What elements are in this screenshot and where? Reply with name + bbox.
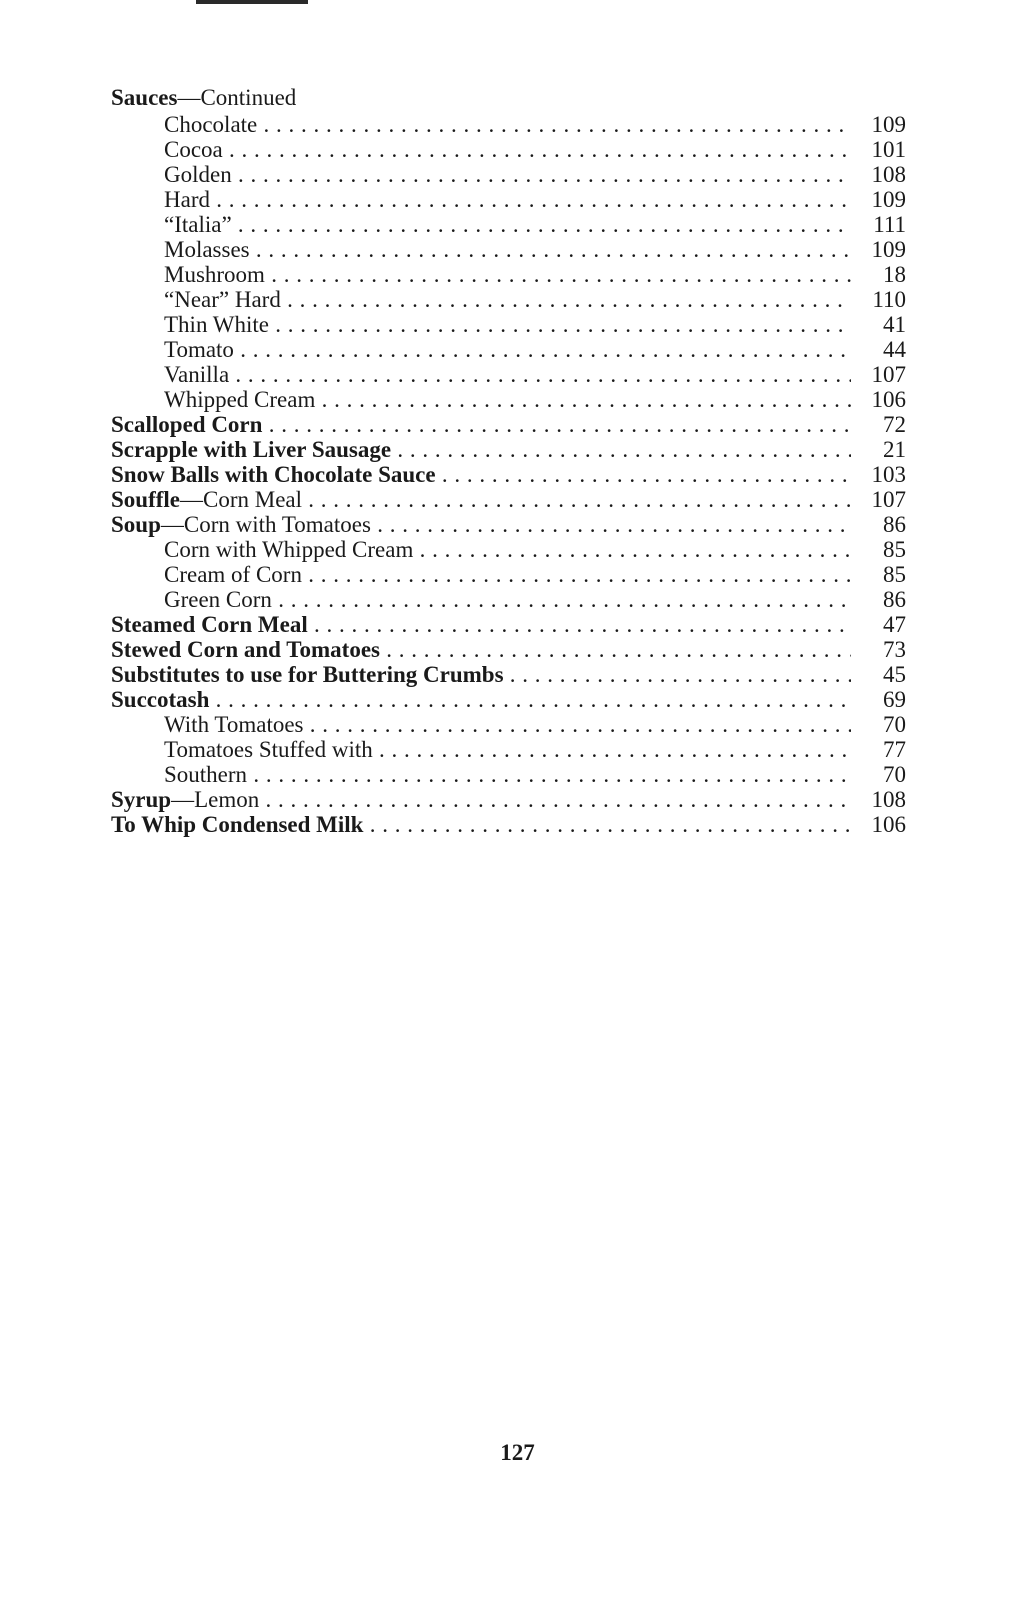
index-subentry: [111, 587, 911, 612]
entry-heading: Scrapple with Liver Sausage: [111, 437, 392, 462]
entry-label: [111, 84, 851, 112]
entry-label: [111, 112, 851, 137]
top-rule: [196, 0, 308, 4]
index-subentry: [111, 712, 911, 737]
entry-page-number: 110: [872, 287, 906, 312]
entry-page-number: 86: [883, 587, 906, 612]
entry-label: [111, 262, 851, 287]
entry-text: —Corn with Tomatoes: [160, 512, 371, 537]
entry-heading: Substitutes to use for Buttering Crumbs: [111, 662, 504, 687]
entry-page-number: 44: [883, 337, 906, 362]
entry-label: [111, 187, 851, 212]
entry-page-number: 107: [871, 487, 906, 512]
entry-text: Tomatoes Stuffed with: [164, 737, 373, 762]
entry-page-number: 47: [883, 612, 906, 637]
index-entry: [111, 612, 911, 637]
entry-heading: Syrup: [111, 787, 172, 812]
index-subentry: [111, 287, 911, 312]
entry-label: [111, 787, 851, 812]
entry-page-number: 103: [871, 462, 906, 487]
entry-text: Cream of Corn: [164, 562, 302, 587]
entry-page-number: 111: [873, 212, 906, 237]
entry-heading: Scalloped Corn: [111, 412, 263, 437]
entry-heading: Snow Balls with Chocolate Sauce: [111, 462, 436, 487]
entry-label: [111, 212, 851, 237]
entry-text: Tomato: [164, 337, 234, 362]
entry-heading: Stewed Corn and Tomatoes: [111, 637, 381, 662]
entry-page-number: 18: [883, 262, 906, 287]
entry-label: [111, 537, 851, 562]
entry-label: [111, 587, 851, 612]
index-subentry: [111, 212, 911, 237]
entry-page-number: 77: [883, 737, 906, 762]
entry-label: [111, 812, 851, 837]
index-subentry: [111, 162, 911, 187]
entry-label: [111, 712, 851, 737]
entry-page-number: 70: [883, 712, 906, 737]
entry-page-number: 85: [883, 562, 906, 587]
index-subentry: [111, 387, 911, 412]
entry-text: Corn with Whipped Cream: [164, 537, 414, 562]
index-subentry: [111, 137, 911, 162]
index-entry: [111, 487, 911, 512]
entry-page-number: 85: [883, 537, 906, 562]
entry-text: Mushroom: [164, 262, 265, 287]
entry-text: —Continued: [177, 85, 297, 110]
index-subentry: [111, 237, 911, 262]
index-subentry: [111, 762, 911, 787]
entry-label: [111, 337, 851, 362]
entry-text: Southern: [164, 762, 248, 787]
entry-page-number: 72: [883, 412, 906, 437]
entry-page-number: 86: [883, 512, 906, 537]
entry-label: [111, 562, 851, 587]
page-number: 127: [500, 1440, 535, 1465]
entry-label: [111, 312, 851, 337]
entry-text: With Tomatoes: [164, 712, 304, 737]
entry-label: [111, 437, 851, 462]
index-entry: [111, 512, 911, 537]
entry-text: Whipped Cream: [164, 387, 316, 412]
entry-page-number: 70: [883, 762, 906, 787]
entry-text: Cocoa: [164, 137, 223, 162]
entry-label: [111, 412, 851, 437]
index-subentry: [111, 362, 911, 387]
entry-page-number: 108: [871, 787, 906, 812]
entry-label: [111, 237, 851, 262]
entry-label: [111, 762, 851, 787]
index-subentry: [111, 337, 911, 362]
entry-label: [111, 162, 851, 187]
index-entry: [111, 787, 911, 812]
entry-page-number: 109: [871, 112, 906, 137]
entry-label: [111, 637, 851, 662]
index-entry: [111, 637, 911, 662]
entry-page-number: 106: [871, 387, 906, 412]
entry-text: —Corn Meal: [180, 487, 303, 512]
index-entry: [111, 462, 911, 487]
entry-text: Thin White: [164, 312, 269, 337]
entry-page-number: 73: [883, 637, 906, 662]
entry-label: [111, 737, 851, 762]
index-subentry: [111, 737, 911, 762]
entry-label: [111, 687, 851, 712]
entry-page-number: 101: [871, 137, 906, 162]
entry-page-number: 41: [883, 312, 906, 337]
entry-label: [111, 487, 851, 512]
entry-text: “Italia”: [164, 212, 232, 237]
index-subentry: [111, 187, 911, 212]
entry-page-number: 108: [871, 162, 906, 187]
entry-text: Vanilla: [164, 362, 230, 387]
entry-page-number: 109: [871, 187, 906, 212]
index-subentry: [111, 112, 911, 137]
entry-text: Molasses: [164, 237, 250, 262]
index-entry: [111, 687, 911, 712]
index-subentry: [111, 262, 911, 287]
entry-heading: Sauces: [111, 85, 178, 110]
entry-page-number: 45: [883, 662, 906, 687]
entry-heading: Succotash: [111, 687, 210, 712]
entry-heading: To Whip Condensed Milk: [111, 812, 364, 837]
entry-label: [111, 137, 851, 162]
index-entry: [111, 812, 911, 837]
index-subentry: [111, 312, 911, 337]
entry-label: [111, 512, 851, 537]
entry-page-number: 109: [871, 237, 906, 262]
entry-text: —Lemon: [171, 787, 260, 812]
entry-text: “Near” Hard: [164, 287, 281, 312]
index-entry: [111, 437, 911, 462]
entry-label: [111, 612, 851, 637]
index-subentry: [111, 562, 911, 587]
entry-label: [111, 362, 851, 387]
entry-text: Chocolate: [164, 112, 258, 137]
entry-heading: Souffle: [111, 487, 180, 512]
index-subentry: [111, 537, 911, 562]
entry-heading: Steamed Corn Meal: [111, 612, 308, 637]
index-entry: [111, 662, 911, 687]
entry-label: [111, 287, 851, 312]
entry-text: Green Corn: [164, 587, 272, 612]
entry-label: [111, 662, 851, 687]
index-list: [111, 84, 911, 837]
entry-page-number: 106: [871, 812, 906, 837]
entry-page-number: 21: [883, 437, 906, 462]
entry-page-number: 69: [883, 687, 906, 712]
entry-heading: Soup: [111, 512, 161, 537]
entry-text: Hard: [164, 187, 210, 212]
entry-label: [111, 387, 851, 412]
entry-text: Golden: [164, 162, 232, 187]
entry-label: [111, 462, 851, 487]
entry-page-number: 107: [871, 362, 906, 387]
index-entry: [111, 412, 911, 437]
index-entry: [111, 84, 911, 112]
